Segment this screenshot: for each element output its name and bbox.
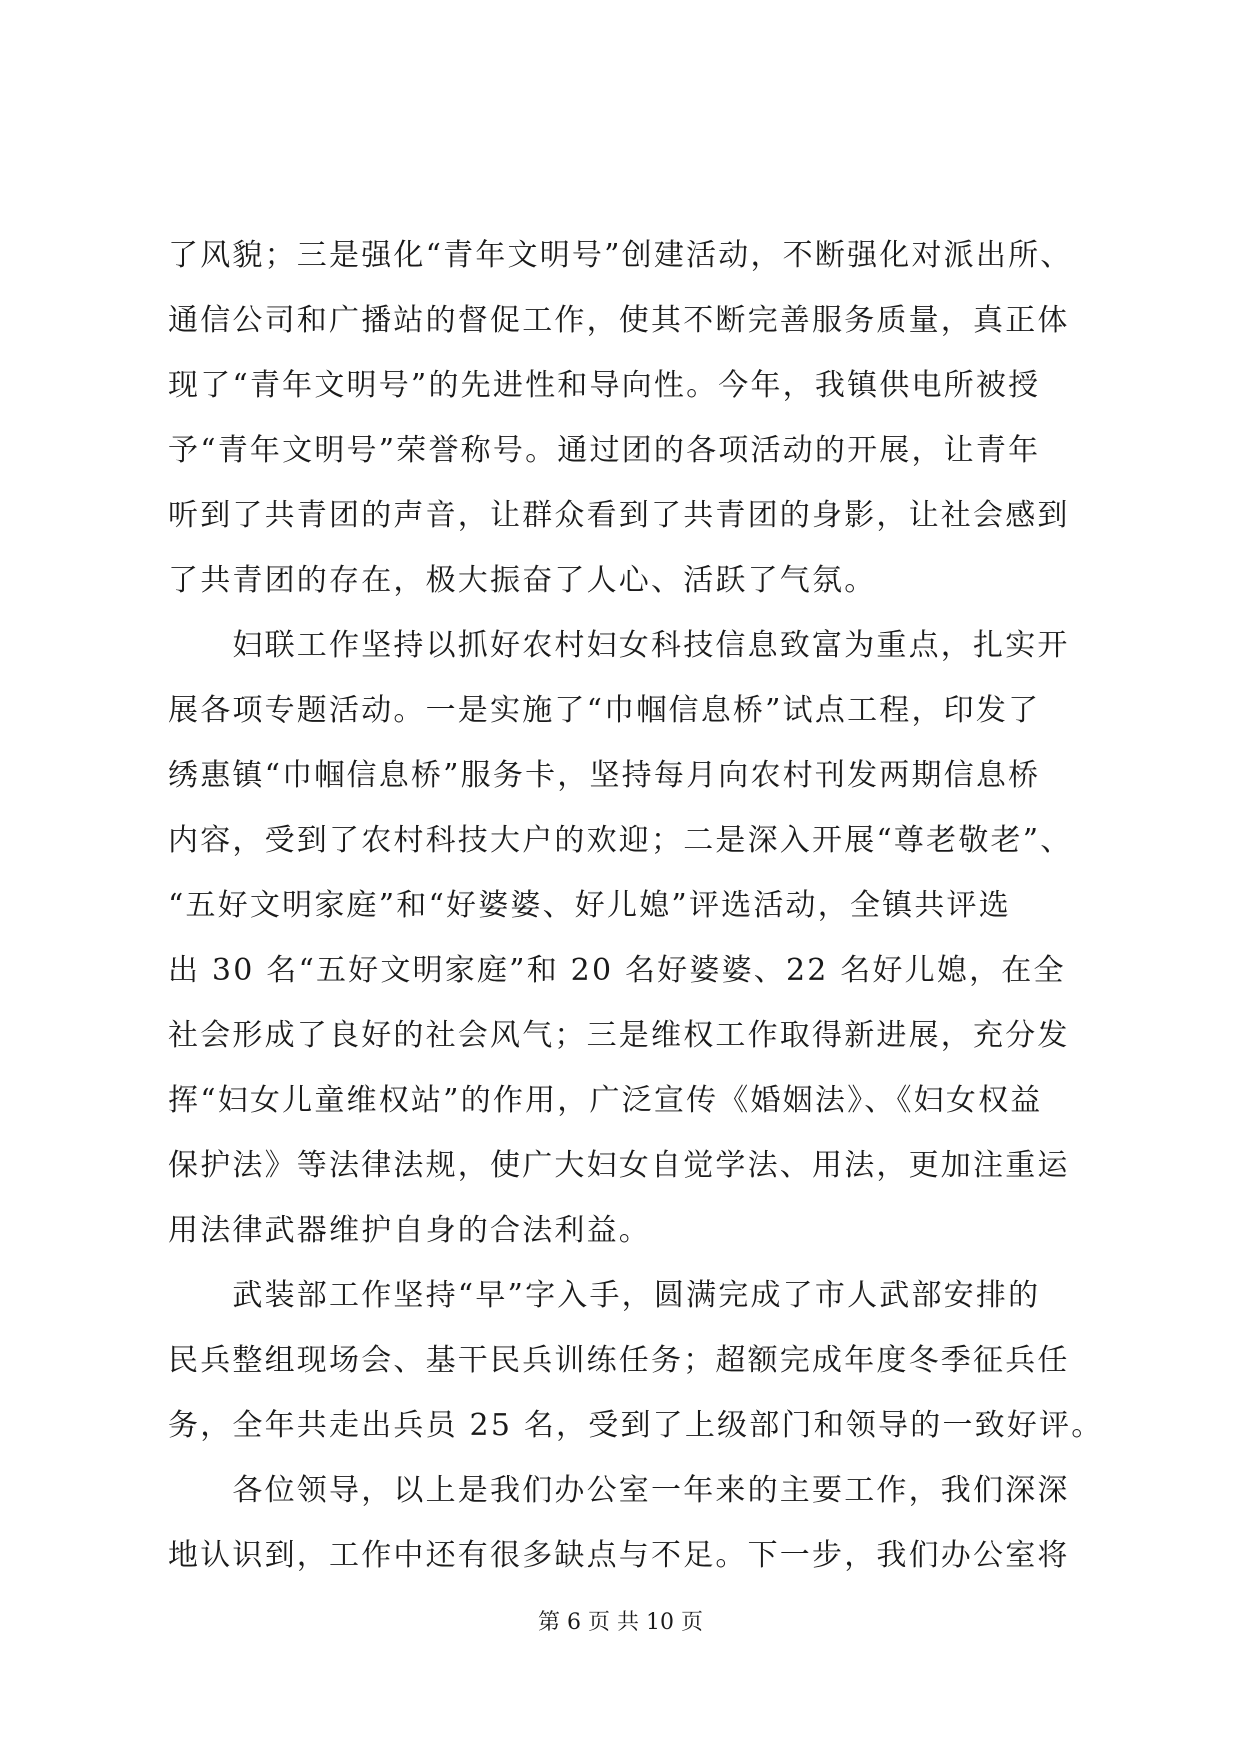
body-text-line: 妇联工作坚持以抓好农村妇女科技信息致富为重点，扎实开 [168,628,1070,663]
body-text-line: 予“青年文明号”荣誉称号。通过团的各项活动的开展，让青年 [168,433,1041,468]
body-text-line: 社会形成了良好的社会风气；三是维权工作取得新进展，充分发 [168,1018,1070,1053]
body-text-line: 各位领导，以上是我们办公室一年来的主要工作，我们深深 [168,1473,1070,1508]
body-text-line: 挥“妇女儿童维权站”的作用，广泛宣传《婚姻法》、《妇女权益 [168,1083,1043,1118]
body-text-line: “五好文明家庭”和“好婆婆、好儿媳”评选活动，全镇共评选 [168,888,1011,923]
body-text-line: 绣惠镇“巾帼信息桥”服务卡，坚持每月向农村刊发两期信息桥 [168,758,1041,793]
body-text-line: 武装部工作坚持“早”字入手，圆满完成了市人武部安排的 [168,1278,1041,1313]
body-text-line: 内容，受到了农村科技大户的欢迎；二是深入开展“尊老敬老”、 [168,823,1073,858]
body-text-line: 保护法》等法律法规，使广大妇女自觉学法、用法，更加注重运 [168,1148,1070,1183]
body-text-line: 民兵整组现场会、基干民兵训练任务；超额完成年度冬季征兵任 [168,1343,1070,1378]
body-text-line: 现了“青年文明号”的先进性和导向性。今年，我镇供电所被授 [168,368,1041,403]
page-number-footer: 第 6 页 共 10 页 [538,1610,703,1635]
body-text-line: 展各项专题活动。一是实施了“巾帼信息桥”试点工程，印发了 [168,693,1041,728]
body-text-line: 听到了共青团的声音，让群众看到了共青团的身影，让社会感到 [168,498,1070,533]
body-text-line: 了风貌；三是强化“青年文明号”创建活动，不断强化对派出所、 [168,238,1073,273]
body-text-line: 出 30 名“五好文明家庭”和 20 名好婆婆、22 名好儿媳，在全 [168,953,1066,988]
body-text-line: 务，全年共走出兵员 25 名，受到了上级部门和领导的一致好评。 [168,1408,1104,1443]
body-text-line: 用法律武器维护自身的合法利益。 [168,1213,651,1248]
body-text-line: 了共青团的存在，极大振奋了人心、活跃了气氛。 [168,563,877,598]
body-text-line: 地认识到，工作中还有很多缺点与不足。下一步，我们办公室将 [168,1538,1070,1573]
body-text-line: 通信公司和广播站的督促工作，使其不断完善服务质量，真正体 [168,303,1070,338]
